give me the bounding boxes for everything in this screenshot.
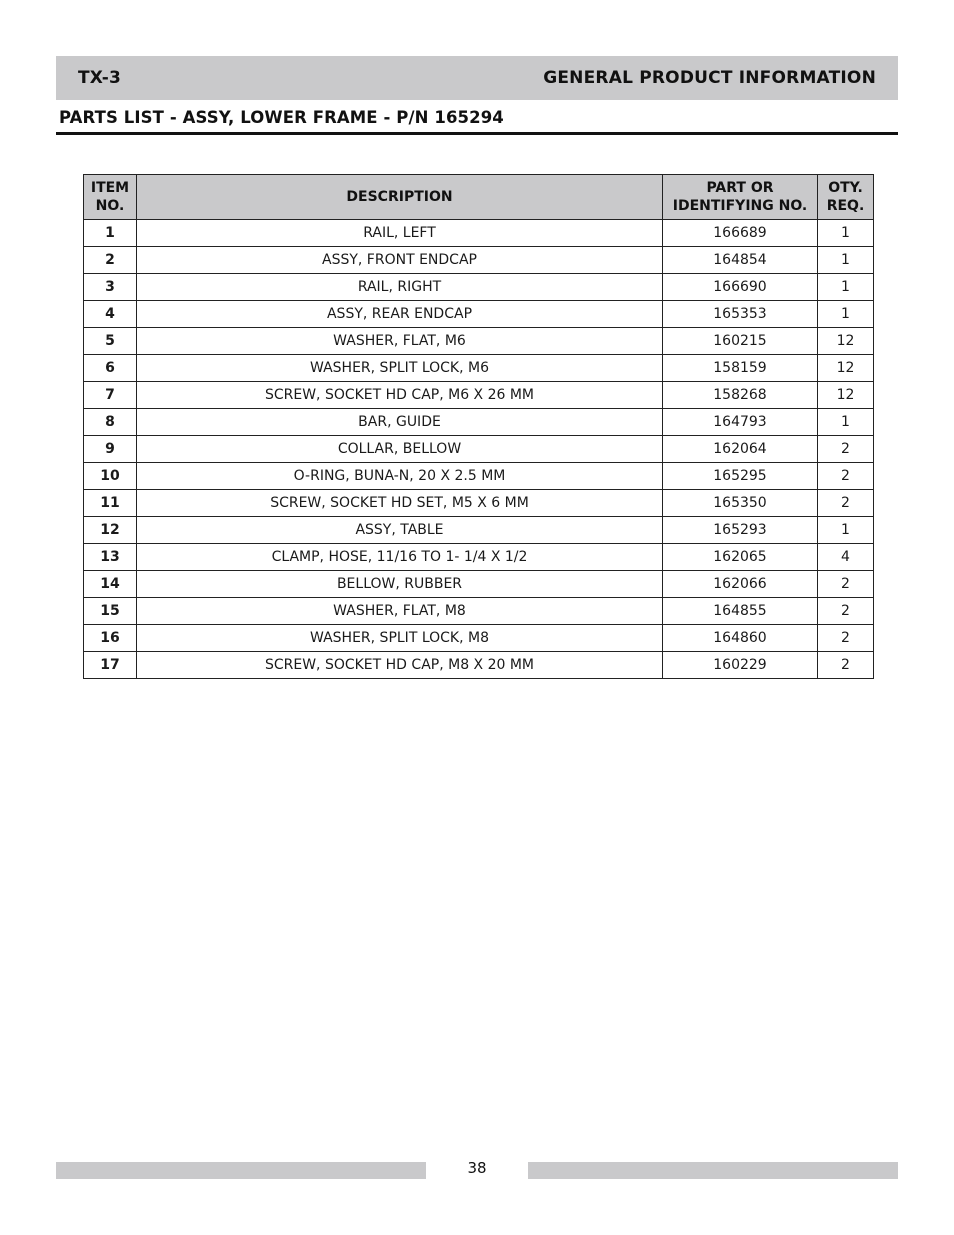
item-no-cell: 15 [84,598,137,625]
qty-cell: 2 [818,463,874,490]
item-no-cell: 9 [84,436,137,463]
qty-cell: 2 [818,652,874,679]
qty-cell: 1 [818,247,874,274]
table-row [84,652,874,679]
table-row [84,301,874,328]
description-cell: WASHER, SPLIT LOCK, M6 [137,355,663,382]
qty-cell: 1 [818,409,874,436]
model-label: TX-3 [78,68,122,88]
qty-cell: 2 [818,598,874,625]
description-cell: BAR, GUIDE [137,409,663,436]
parts-list-title: PARTS LIST - ASSY, LOWER FRAME - P/N 165294 [59,108,504,127]
description-cell: SCREW, SOCKET HD CAP, M6 X 26 MM [137,382,663,409]
part-no-cell: 166689 [663,220,818,247]
table-row [84,382,874,409]
table-row [84,220,874,247]
table-row [84,490,874,517]
qty-cell: 2 [818,625,874,652]
part-no-header-line2: IDENTIFYING NO. [672,198,808,214]
part-no-cell: 158268 [663,382,818,409]
table-row [84,247,874,274]
part-no-header-line1: PART OR [706,180,774,196]
item-no-header-line1: ITEM [90,180,130,196]
part-no-cell: 166690 [663,274,818,301]
description-cell: O-RING, BUNA-N, 20 X 2.5 MM [137,463,663,490]
footer-bar-right [528,1162,898,1179]
item-no-cell: 2 [84,247,137,274]
description-cell: SCREW, SOCKET HD SET, M5 X 6 MM [137,490,663,517]
item-no-cell: 12 [84,517,137,544]
description-cell: BELLOW, RUBBER [137,571,663,598]
item-no-cell: 17 [84,652,137,679]
part-no-cell: 162064 [663,436,818,463]
qty-header [818,175,874,220]
table-header-row [84,175,874,220]
description-header [137,175,663,220]
item-no-cell: 7 [84,382,137,409]
description-cell: WASHER, FLAT, M8 [137,598,663,625]
description-cell: CLAMP, HOSE, 11/16 TO 1- 1/4 X 1/2 [137,544,663,571]
qty-header-line2: REQ. [826,198,865,214]
item-no-cell: 1 [84,220,137,247]
part-no-cell: 164855 [663,598,818,625]
item-no-cell: 8 [84,409,137,436]
description-cell: SCREW, SOCKET HD CAP, M8 X 20 MM [137,652,663,679]
item-no-cell: 11 [84,490,137,517]
table-row [84,517,874,544]
part-no-cell: 162065 [663,544,818,571]
qty-cell: 1 [818,517,874,544]
page-header-bar [56,56,898,100]
description-cell: ASSY, REAR ENDCAP [137,301,663,328]
qty-cell: 1 [818,301,874,328]
part-no-cell: 165295 [663,463,818,490]
part-no-header [663,175,818,220]
item-no-cell: 3 [84,274,137,301]
description-cell: WASHER, SPLIT LOCK, M8 [137,625,663,652]
part-no-cell: 160215 [663,328,818,355]
table-row [84,625,874,652]
item-no-cell: 4 [84,301,137,328]
item-no-cell: 13 [84,544,137,571]
table-row [84,274,874,301]
qty-cell: 4 [818,544,874,571]
part-no-cell: 165293 [663,517,818,544]
qty-header-line1: OTY. [828,180,863,196]
description-cell: COLLAR, BELLOW [137,436,663,463]
part-no-cell: 164854 [663,247,818,274]
item-no-cell: 10 [84,463,137,490]
qty-cell: 12 [818,382,874,409]
qty-cell: 2 [818,571,874,598]
qty-cell: 1 [818,274,874,301]
part-no-cell: 164793 [663,409,818,436]
description-cell: ASSY, FRONT ENDCAP [137,247,663,274]
qty-cell: 2 [818,436,874,463]
item-no-cell: 16 [84,625,137,652]
title-underline [56,132,898,135]
qty-cell: 2 [818,490,874,517]
table-row [84,571,874,598]
parts-table-body [84,220,874,679]
table-row [84,436,874,463]
table-row [84,328,874,355]
table-row [84,355,874,382]
qty-cell: 12 [818,328,874,355]
item-no-header-line2: NO. [95,198,125,214]
page-number: 38 [467,1159,487,1177]
item-no-cell: 6 [84,355,137,382]
description-cell: WASHER, FLAT, M6 [137,328,663,355]
table-row [84,544,874,571]
part-no-cell: 164860 [663,625,818,652]
table-row [84,463,874,490]
table-row [84,598,874,625]
part-no-cell: 162066 [663,571,818,598]
item-no-header [84,175,137,220]
qty-cell: 12 [818,355,874,382]
part-no-cell: 165350 [663,490,818,517]
part-no-cell: 158159 [663,355,818,382]
table-row [84,409,874,436]
item-no-cell: 5 [84,328,137,355]
description-cell: RAIL, LEFT [137,220,663,247]
part-no-cell: 160229 [663,652,818,679]
description-cell: RAIL, RIGHT [137,274,663,301]
description-cell: ASSY, TABLE [137,517,663,544]
footer-bar-left [56,1162,426,1179]
part-no-cell: 165353 [663,301,818,328]
qty-cell: 1 [818,220,874,247]
section-label: GENERAL PRODUCT INFORMATION [543,68,876,88]
description-header-text: DESCRIPTION [346,189,453,205]
item-no-cell: 14 [84,571,137,598]
parts-table [83,174,874,679]
